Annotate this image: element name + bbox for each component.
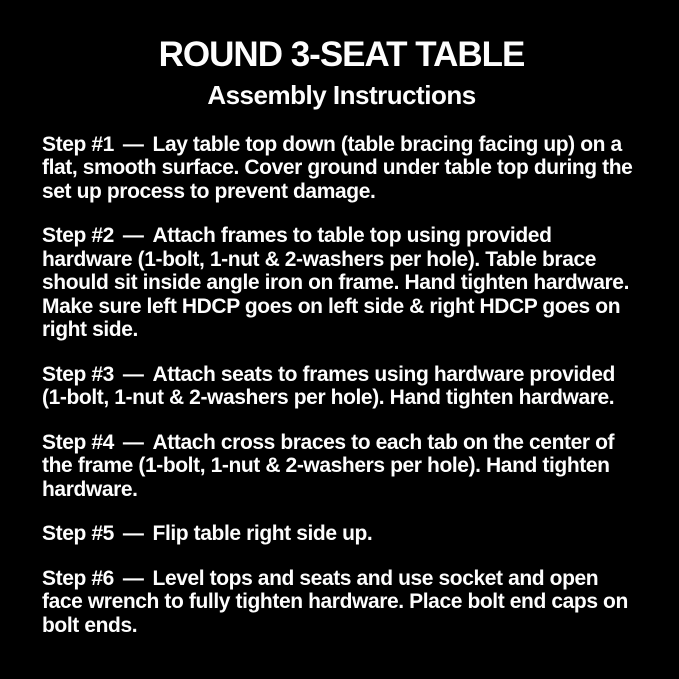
- page-subtitle: Assembly Instructions: [207, 80, 476, 110]
- step-item-4: [42, 431, 641, 502]
- step-text: Attach seats to frames using hardware provided (1-bolt, 1-nut & 2-washers per hole). Hand tighten hardware.: [42, 362, 615, 410]
- step-item-3: [42, 363, 641, 410]
- step-dash: —: [122, 522, 144, 546]
- step-label: Step #4: [42, 430, 114, 454]
- step-text: Lay table top down (table bracing facing up) on a flat, smooth surface. Cover ground under table top during the set up process to prevent damage.: [42, 132, 633, 203]
- step-dash: —: [122, 430, 144, 454]
- step-label: Step #6: [42, 566, 114, 590]
- step-item-2: [42, 224, 641, 342]
- step-label: Step #2: [42, 224, 114, 248]
- step-dash: —: [122, 362, 144, 386]
- step-label: Step #5: [42, 522, 114, 546]
- step-label: Step #1: [42, 132, 114, 156]
- step-text: Flip table right side up.: [152, 522, 373, 546]
- step-item-5: [42, 522, 641, 546]
- step-text: Attach frames to table top using provided hardware (1-bolt, 1-nut & 2-washers per hole). Table brace should sit inside angle iron on frame. Hand tighten hardware. Make sure left HDCP goes on left side & right HDCP goes on right side.: [42, 224, 630, 342]
- page-title: ROUND 3-SEAT TABLE: [158, 35, 525, 74]
- step-text: Attach cross braces to each tab on the center of the frame (1-bolt, 1-nut & 2-washers per hole). Hand tighten hardware.: [42, 430, 615, 501]
- step-label: Step #3: [42, 362, 114, 386]
- step-item-6: [42, 567, 641, 638]
- step-text: Level tops and seats and use socket and open face wrench to fully tighten hardware. Place bolt end caps on bolt ends.: [42, 566, 628, 637]
- step-dash: —: [122, 566, 144, 590]
- step-dash: —: [122, 132, 144, 156]
- step-item-1: [42, 133, 641, 204]
- steps-list: [42, 133, 641, 638]
- step-dash: —: [122, 224, 144, 248]
